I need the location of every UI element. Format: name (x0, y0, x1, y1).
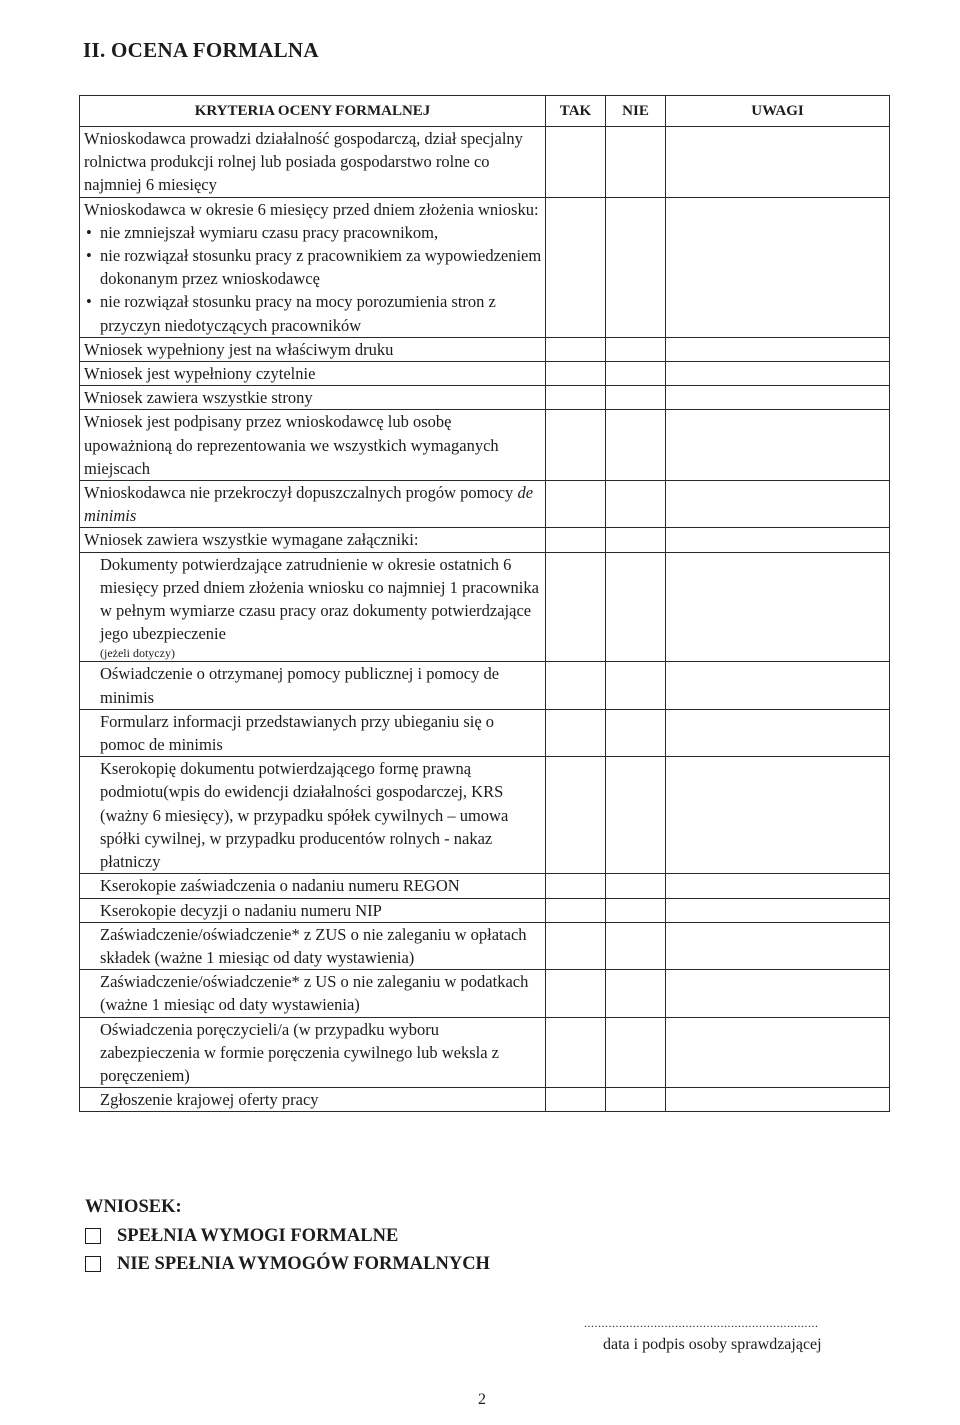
header-nie: NIE (606, 96, 666, 127)
table-row (80, 410, 890, 481)
uwagi-cell[interactable] (666, 197, 890, 337)
criterion-italic: de minimis (84, 483, 534, 526)
criterion-cell: Wniosek jest wypełniony czytelnie (80, 362, 546, 386)
table-row (80, 362, 890, 386)
tak-cell[interactable] (546, 552, 606, 662)
table-row (80, 662, 890, 709)
nie-cell[interactable] (606, 127, 666, 198)
criteria-table (79, 95, 890, 1112)
criterion-text: Dokumenty potwierdzające zatrudnienie w okresie ostatnich 6 miesięcy przed dniem złożenia wniosku co najmniej 1 pracownika w pełnym wymiarze czasu pracy oraz dokumenty potwierdzające jego ubezpieczenie (100, 554, 539, 644)
nie-cell[interactable] (606, 410, 666, 481)
table-row (80, 1088, 890, 1112)
table-row (80, 552, 890, 662)
table-row (80, 528, 890, 552)
nie-cell[interactable] (606, 528, 666, 552)
nie-cell[interactable] (606, 481, 666, 528)
nie-cell[interactable] (606, 662, 666, 709)
tak-cell[interactable] (546, 362, 606, 386)
header-criteria: KRYTERIA OCENY FORMALNEJ (80, 96, 546, 127)
table-row (80, 337, 890, 361)
conclusion-title: WNIOSEK: (85, 1197, 182, 1217)
tak-cell[interactable] (546, 481, 606, 528)
nie-cell[interactable] (606, 197, 666, 337)
nie-cell[interactable] (606, 898, 666, 922)
tak-cell[interactable] (546, 127, 606, 198)
uwagi-cell[interactable] (666, 386, 890, 410)
tak-cell[interactable] (546, 337, 606, 361)
header-uwagi: UWAGI (666, 96, 890, 127)
tak-cell[interactable] (546, 898, 606, 922)
uwagi-cell[interactable] (666, 1088, 890, 1112)
table-row (80, 970, 890, 1017)
criterion-cell (80, 552, 546, 662)
tak-cell[interactable] (546, 874, 606, 898)
criterion-cell: Zaświadczenie/oświadczenie* z ZUS o nie zaleganiu w opłatach składek (ważne 1 miesiąc od daty wystawienia) (80, 922, 546, 969)
tak-cell[interactable] (546, 970, 606, 1017)
checkbox-icon[interactable] (85, 1256, 101, 1272)
page-number: 2 (478, 1391, 486, 1408)
conclusion-option-meets[interactable] (85, 1222, 490, 1250)
criterion-cell: Formularz informacji przedstawianych przy ubieganiu się o pomoc de minimis (80, 709, 546, 756)
table-row (80, 197, 890, 337)
nie-cell[interactable] (606, 970, 666, 1017)
criterion-cell (80, 197, 546, 337)
nie-cell[interactable] (606, 709, 666, 756)
uwagi-cell[interactable] (666, 410, 890, 481)
tak-cell[interactable] (546, 1088, 606, 1112)
criterion-cell: Zgłoszenie krajowej oferty pracy (80, 1088, 546, 1112)
table-row (80, 1017, 890, 1088)
uwagi-cell[interactable] (666, 970, 890, 1017)
criterion-cell: Wniosek jest podpisany przez wnioskodawcę lub osobę upoważnioną do reprezentowania we wszystkich wymaganych miejscach (80, 410, 546, 481)
nie-cell[interactable] (606, 362, 666, 386)
nie-cell[interactable] (606, 1088, 666, 1112)
bullet-item: • nie rozwiązał stosunku pracy z pracownikiem za wypowiedzeniem dokonanym przez wnioskodawcę (100, 244, 542, 290)
signature-label: data i podpis osoby sprawdzającej (603, 1336, 822, 1353)
tak-cell[interactable] (546, 757, 606, 874)
uwagi-cell[interactable] (666, 1017, 890, 1088)
nie-cell[interactable] (606, 874, 666, 898)
criterion-cell: Wnioskodawca prowadzi działalność gospodarczą, dział specjalny rolnictwa produkcji rolnej lub posiada gospodarstwo rolne co najmniej 6 miesięcy (80, 127, 546, 198)
tak-cell[interactable] (546, 528, 606, 552)
conclusion-option-not-meets[interactable] (85, 1250, 490, 1278)
table-row (80, 481, 890, 528)
uwagi-cell[interactable] (666, 757, 890, 874)
criterion-text: Wnioskodawca nie przekroczył dopuszczalnych progów pomocy (84, 483, 514, 503)
uwagi-cell[interactable] (666, 528, 890, 552)
conclusion-section (85, 1197, 490, 1278)
nie-cell[interactable] (606, 337, 666, 361)
table-row (80, 757, 890, 874)
criterion-cell: Wniosek wypełniony jest na właściwym druku (80, 337, 546, 361)
criterion-bullets (84, 221, 542, 337)
nie-cell[interactable] (606, 386, 666, 410)
table-row (80, 709, 890, 756)
tak-cell[interactable] (546, 922, 606, 969)
uwagi-cell[interactable] (666, 898, 890, 922)
tak-cell[interactable] (546, 410, 606, 481)
signature-line: ................................................................... (584, 1316, 819, 1330)
section-title: II. OCENA FORMALNA (83, 38, 319, 62)
uwagi-cell[interactable] (666, 552, 890, 662)
table-row (80, 127, 890, 198)
table-row (80, 874, 890, 898)
uwagi-cell[interactable] (666, 337, 890, 361)
criterion-cell: Wniosek zawiera wszystkie strony (80, 386, 546, 410)
nie-cell[interactable] (606, 922, 666, 969)
criterion-cell: Kserokopię dokumentu potwierdzającego formę prawną podmiotu(wpis do ewidencji działalności gospodarczej, KRS (ważny 6 miesięcy), w przypadku spółek cywilnych – umowa spółki cywilnej, w przypadku producentów rolnych - nakaz płatniczy (80, 757, 546, 874)
tak-cell[interactable] (546, 709, 606, 756)
criterion-cell: Oświadczenia poręczycieli/a (w przypadku wyboru zabezpieczenia w formie poręczenia cywilnego lub weksla z poręczeniem) (80, 1017, 546, 1088)
criterion-cell: Kserokopie decyzji o nadaniu numeru NIP (80, 898, 546, 922)
option-label: NIE SPEŁNIA WYMOGÓW FORMALNYCH (117, 1253, 490, 1274)
uwagi-cell[interactable] (666, 874, 890, 898)
bullet-item: • nie zmniejszał wymiaru czasu pracy pracownikom, (100, 221, 542, 244)
table-row (80, 386, 890, 410)
uwagi-cell[interactable] (666, 481, 890, 528)
criterion-cell: Zaświadczenie/oświadczenie* z US o nie zaleganiu w podatkach (ważne 1 miesiąc od daty wystawienia) (80, 970, 546, 1017)
criterion-cell (80, 481, 546, 528)
nie-cell[interactable] (606, 552, 666, 662)
criterion-text: Wnioskodawca w okresie 6 miesięcy przed dniem złożenia wniosku: (84, 199, 539, 219)
checkbox-icon[interactable] (85, 1228, 101, 1244)
criterion-cell: Wniosek zawiera wszystkie wymagane załączniki: (80, 528, 546, 552)
tak-cell[interactable] (546, 1017, 606, 1088)
uwagi-cell[interactable] (666, 662, 890, 709)
table-header-row (80, 96, 890, 127)
table-row (80, 922, 890, 969)
uwagi-cell[interactable] (666, 922, 890, 969)
uwagi-cell[interactable] (666, 127, 890, 198)
criterion-cell: Kserokopie zaświadczenia o nadaniu numeru REGON (80, 874, 546, 898)
nie-cell[interactable] (606, 757, 666, 874)
tak-cell[interactable] (546, 197, 606, 337)
tak-cell[interactable] (546, 386, 606, 410)
criterion-cell: Oświadczenie o otrzymanej pomocy publicznej i pomocy de minimis (80, 662, 546, 709)
tak-cell[interactable] (546, 662, 606, 709)
bullet-item: • nie rozwiązał stosunku pracy na mocy porozumienia stron z przyczyn niedotyczących pracowników (100, 290, 542, 336)
uwagi-cell[interactable] (666, 362, 890, 386)
criterion-note: (jeżeli dotyczy) (100, 646, 175, 661)
nie-cell[interactable] (606, 1017, 666, 1088)
uwagi-cell[interactable] (666, 709, 890, 756)
table-row (80, 898, 890, 922)
option-label: SPEŁNIA WYMOGI FORMALNE (117, 1225, 399, 1246)
header-tak: TAK (546, 96, 606, 127)
